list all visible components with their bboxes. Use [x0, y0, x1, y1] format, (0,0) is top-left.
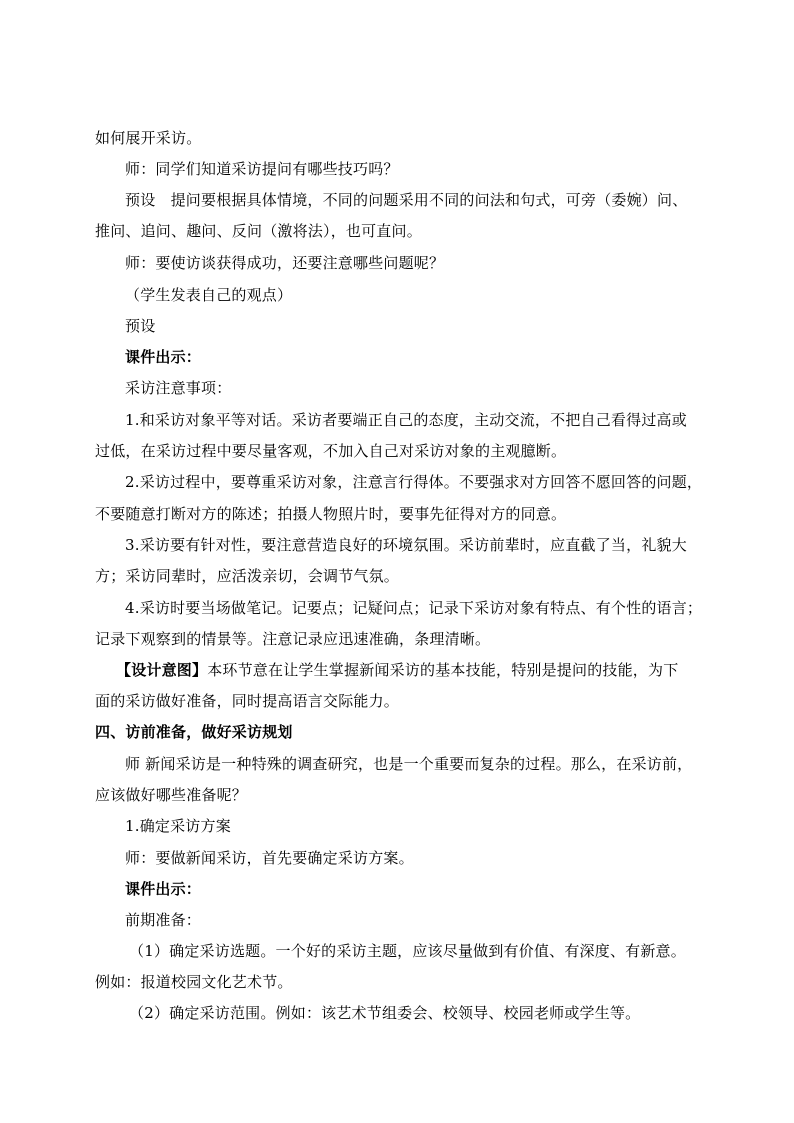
design-intent-text: 本环节意在让学生掌握新闻采访的基本技能，特别是提问的技能，为下: [207, 661, 679, 679]
paragraph-line: 师 新闻采访是一种特殊的调查研究，也是一个重要而复杂的过程。那么，在采访前，: [125, 755, 693, 773]
design-intent-label: 【设计意图】: [116, 661, 208, 679]
subheading: 1.确定采访方案: [125, 817, 231, 835]
paragraph-line: 3.采访要有针对性，要注意营造良好的环境氛围。采访前辈时，应直截了当，礼貌大: [125, 536, 687, 554]
paragraph-line: 记录下观察到的情景等。注意记录应迅速准确，条理清晰。: [95, 630, 491, 648]
courseware-heading: 课件出示：: [125, 348, 202, 366]
courseware-heading: 课件出示：: [125, 880, 202, 898]
paragraph-line: 1.和采访对象平等对话。采访者要端正自己的态度，主动交流，不把自己看得过高或: [125, 411, 687, 429]
paragraph-line: 应该做好哪些准备呢？: [95, 786, 248, 804]
paragraph-line: 例如：报道校园文化艺术节。: [95, 973, 293, 991]
paragraph-line: 师：要使访谈获得成功，还要注意哪些问题呢？: [125, 254, 445, 272]
paragraph-line: 如何展开采访。: [95, 129, 202, 147]
paragraph-line: 不要随意打断对方的陈述；拍摄人物照片时，要事先征得对方的同意。: [95, 505, 567, 523]
paragraph-line: 推问、追问、趣问、反问（激将法），也可直问。: [95, 222, 422, 240]
paragraph-line: （2）确定采访范围。例如：该艺术节组委会、校领导、校园老师或学生等。: [129, 1004, 641, 1022]
paragraph-line: 过低，在采访过程中要尽量客观，不加入自己对采访对象的主观臆断。: [95, 442, 567, 460]
paragraph-line: 前期准备：: [125, 911, 202, 929]
paragraph-line: （1）确定采访选题。一个好的采访主题，应该尽量做到有价值、有深度、有新意。: [129, 942, 686, 960]
paragraph-line: 2.采访过程中，要尊重采访对象，注意言行得体。不要强求对方回答不愿回答的问题，: [125, 473, 703, 491]
paragraph-line: （学生发表自己的观点）: [125, 286, 293, 304]
paragraph-line: 预设: [125, 317, 156, 335]
section-heading: 四、访前准备，做好采访规划: [95, 723, 293, 741]
paragraph-line: 师：同学们知道采访提问有哪些技巧吗？: [125, 160, 399, 178]
paragraph-line: 预设 提问要根据具体情境，不同的问题采用不同的问法和句式，可旁（委婉）问、: [125, 191, 688, 209]
paragraph-line: 4.采访时要当场做笔记。记要点；记疑问点；记录下采访对象有特点、有个性的语言；: [125, 599, 703, 617]
paragraph-line: 师：要做新闻采访，首先要确定采访方案。: [125, 849, 414, 867]
paragraph-line: 方；采访同辈时，应活泼亲切，会调节气氛。: [95, 567, 400, 585]
design-intent-line: [116, 660, 716, 680]
paragraph-line: 采访注意事项：: [125, 379, 232, 397]
paragraph-line: 面的采访做好准备，同时提高语言交际能力。: [95, 692, 400, 710]
